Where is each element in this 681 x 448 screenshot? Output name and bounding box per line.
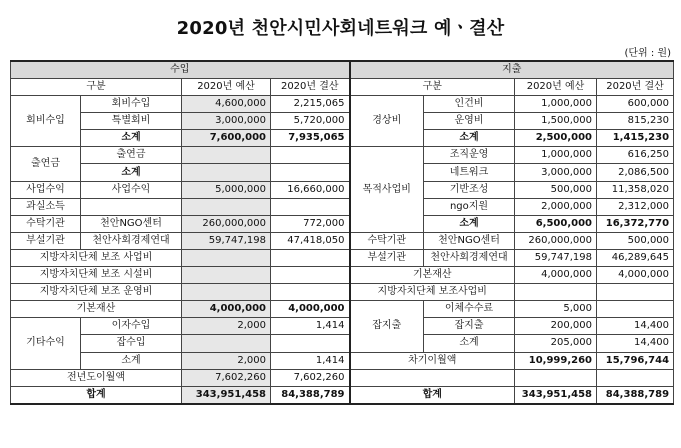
income-subcategory: 천안사회경제연대 [81, 232, 182, 249]
expense-budget-cell: 205,000 [515, 335, 597, 352]
income-row-label: 지방자치단체 보조 시설비 [11, 267, 182, 284]
table-row [11, 369, 674, 386]
expense-budget-cell: 500,000 [515, 181, 597, 198]
income-category: 기타수익 [11, 318, 81, 369]
income-subtotal-label: 소계 [81, 130, 182, 147]
expense-total-label: 합계 [350, 386, 515, 404]
expense-subcategory: 인건비 [424, 96, 515, 113]
income-category: 부설기관 [11, 232, 81, 249]
income-budget-cell: 5,000,000 [182, 181, 271, 198]
expense-budget-cell: 260,000,000 [515, 232, 597, 249]
income-budget-cell [182, 267, 271, 284]
table-row [11, 147, 674, 164]
income-subcategory: 잡수입 [81, 335, 182, 352]
income-budget-cell [182, 284, 271, 301]
income-subtotal-label: 소계 [81, 352, 182, 369]
table-row [11, 164, 674, 181]
income-category: 회비수입 [11, 96, 81, 147]
income-actual-cell: 1,414 [271, 352, 350, 369]
income-actual-cell [271, 147, 350, 164]
income-subcategory: 특별회비 [81, 113, 182, 130]
income-row-label: 지방자치단체 보조 사업비 [11, 249, 182, 266]
income-budget-cell: 4,600,000 [182, 96, 271, 113]
income-actual-cell [271, 335, 350, 352]
income-actual-cell: 7,935,065 [271, 130, 350, 147]
expense-subcategory: 천안사회경제연대 [424, 249, 515, 266]
income-total-budget: 343,951,458 [182, 386, 271, 404]
income-category: 출연금 [11, 147, 81, 181]
expense-header-budget: 2020년 예산 [515, 79, 597, 96]
budget-table [10, 60, 674, 405]
income-category: 과실소득 [11, 198, 81, 215]
income-budget-cell: 2,000 [182, 318, 271, 335]
income-actual-cell: 1,414 [271, 318, 350, 335]
expense-budget-cell: 59,747,198 [515, 249, 597, 266]
expense-subtotal-label: 소계 [424, 335, 515, 352]
expense-row-label: 차기이월액 [350, 352, 515, 369]
expense-empty-cell [597, 369, 674, 386]
expense-row-label: 지방자치단체 보조사업비 [350, 284, 515, 301]
expense-row-label: 기본재산 [350, 267, 515, 284]
expense-actual-cell: 14,400 [597, 335, 674, 352]
income-budget-cell [182, 335, 271, 352]
income-actual-cell: 5,720,000 [271, 113, 350, 130]
income-total-label: 합계 [11, 386, 182, 404]
expense-actual-cell: 2,086,500 [597, 164, 674, 181]
income-total-actual: 84,388,789 [271, 386, 350, 404]
expense-actual-cell [597, 284, 674, 301]
expense-category: 경상비 [350, 96, 424, 147]
expense-subtotal-label: 소계 [424, 130, 515, 147]
expense-budget-cell: 3,000,000 [515, 164, 597, 181]
income-category: 수탁기관 [11, 215, 81, 232]
income-row-label: 기본재산 [11, 301, 182, 318]
expense-actual-cell: 600,000 [597, 96, 674, 113]
income-section-label: 수입 [11, 61, 350, 79]
expense-budget-cell: 10,999,260 [515, 352, 597, 369]
expense-subcategory: 조직운영 [424, 147, 515, 164]
income-subcategory [81, 198, 182, 215]
table-row [11, 335, 674, 352]
expense-budget-cell [515, 284, 597, 301]
expense-subtotal-label: 소계 [424, 215, 515, 232]
expense-budget-cell: 2,500,000 [515, 130, 597, 147]
expense-budget-cell: 1,000,000 [515, 147, 597, 164]
expense-header-actual: 2020년 결산 [597, 79, 674, 96]
expense-budget-cell: 4,000,000 [515, 267, 597, 284]
expense-category: 수탁기관 [350, 232, 424, 249]
income-actual-cell: 4,000,000 [271, 301, 350, 318]
section-header-row [11, 61, 674, 79]
expense-actual-cell: 4,000,000 [597, 267, 674, 284]
income-actual-cell [271, 164, 350, 181]
expense-subcategory: 천안NGO센터 [424, 232, 515, 249]
income-header-actual: 2020년 결산 [271, 79, 350, 96]
expense-empty-cell [515, 369, 597, 386]
table-row [11, 198, 674, 215]
total-row [11, 386, 674, 404]
income-subtotal-label: 소계 [81, 164, 182, 181]
income-subcategory: 이자수입 [81, 318, 182, 335]
expense-total-actual: 84,388,789 [597, 386, 674, 404]
expense-subcategory: 잡지출 [424, 318, 515, 335]
expense-budget-cell: 2,000,000 [515, 198, 597, 215]
income-budget-cell [182, 147, 271, 164]
income-header-budget: 2020년 예산 [182, 79, 271, 96]
expense-empty-cell [350, 369, 515, 386]
expense-actual-cell: 616,250 [597, 147, 674, 164]
income-category: 사업수익 [11, 181, 81, 198]
income-budget-cell [182, 164, 271, 181]
expense-budget-cell: 6,500,000 [515, 215, 597, 232]
table-row [11, 352, 674, 369]
income-subcategory: 천안NGO센터 [81, 215, 182, 232]
table-row [11, 249, 674, 266]
expense-actual-cell: 815,230 [597, 113, 674, 130]
income-budget-cell: 2,000 [182, 352, 271, 369]
income-budget-cell: 260,000,000 [182, 215, 271, 232]
income-budget-cell: 7,602,260 [182, 369, 271, 386]
table-row [11, 215, 674, 232]
income-actual-cell [271, 284, 350, 301]
income-budget-cell: 3,000,000 [182, 113, 271, 130]
expense-budget-cell: 1,000,000 [515, 96, 597, 113]
expense-actual-cell [597, 301, 674, 318]
expense-actual-cell: 16,372,770 [597, 215, 674, 232]
income-budget-cell [182, 198, 271, 215]
expense-actual-cell: 14,400 [597, 318, 674, 335]
table-row [11, 284, 674, 301]
expense-total-budget: 343,951,458 [515, 386, 597, 404]
expense-actual-cell: 46,289,645 [597, 249, 674, 266]
expense-subcategory: 이체수수료 [424, 301, 515, 318]
income-row-label: 지방자치단체 보조 운영비 [11, 284, 182, 301]
table-row [11, 318, 674, 335]
income-header-category: 구분 [11, 79, 182, 96]
expense-subcategory: 기반조성 [424, 181, 515, 198]
table-row [11, 301, 674, 318]
income-actual-cell: 16,660,000 [271, 181, 350, 198]
expense-section-label: 지출 [350, 61, 674, 79]
income-actual-cell [271, 198, 350, 215]
table-row [11, 96, 674, 113]
income-row-label: 전년도이월액 [11, 369, 182, 386]
income-subcategory: 사업수익 [81, 181, 182, 198]
income-subcategory: 회비수입 [81, 96, 182, 113]
table-row [11, 267, 674, 284]
table-row [11, 113, 674, 130]
table-row [11, 181, 674, 198]
income-actual-cell [271, 249, 350, 266]
unit-label: (단위 : 원) [624, 48, 671, 59]
expense-actual-cell: 11,358,020 [597, 181, 674, 198]
expense-budget-cell: 1,500,000 [515, 113, 597, 130]
income-actual-cell: 772,000 [271, 215, 350, 232]
table-row [11, 232, 674, 249]
expense-header-category: 구분 [350, 79, 515, 96]
expense-actual-cell: 500,000 [597, 232, 674, 249]
income-budget-cell: 7,600,000 [182, 130, 271, 147]
income-budget-cell: 4,000,000 [182, 301, 271, 318]
expense-subcategory: 운영비 [424, 113, 515, 130]
expense-actual-cell: 15,796,744 [597, 352, 674, 369]
expense-subcategory: 네트워크 [424, 164, 515, 181]
expense-subcategory: ngo지원 [424, 198, 515, 215]
expense-actual-cell: 2,312,000 [597, 198, 674, 215]
page-title: 2020년 천안시민사회네트워크 예ㆍ결산 [176, 18, 505, 39]
column-header-row [11, 79, 674, 96]
expense-budget-cell: 200,000 [515, 318, 597, 335]
expense-category: 잡지출 [350, 301, 424, 352]
income-subcategory: 출연금 [81, 147, 182, 164]
income-actual-cell: 7,602,260 [271, 369, 350, 386]
income-actual-cell: 47,418,050 [271, 232, 350, 249]
table-row [11, 130, 674, 147]
expense-category: 목적사업비 [350, 147, 424, 232]
expense-budget-cell: 5,000 [515, 301, 597, 318]
expense-actual-cell: 1,415,230 [597, 130, 674, 147]
income-actual-cell [271, 267, 350, 284]
income-actual-cell: 2,215,065 [271, 96, 350, 113]
expense-category: 부설기관 [350, 249, 424, 266]
income-budget-cell: 59,747,198 [182, 232, 271, 249]
income-budget-cell [182, 249, 271, 266]
